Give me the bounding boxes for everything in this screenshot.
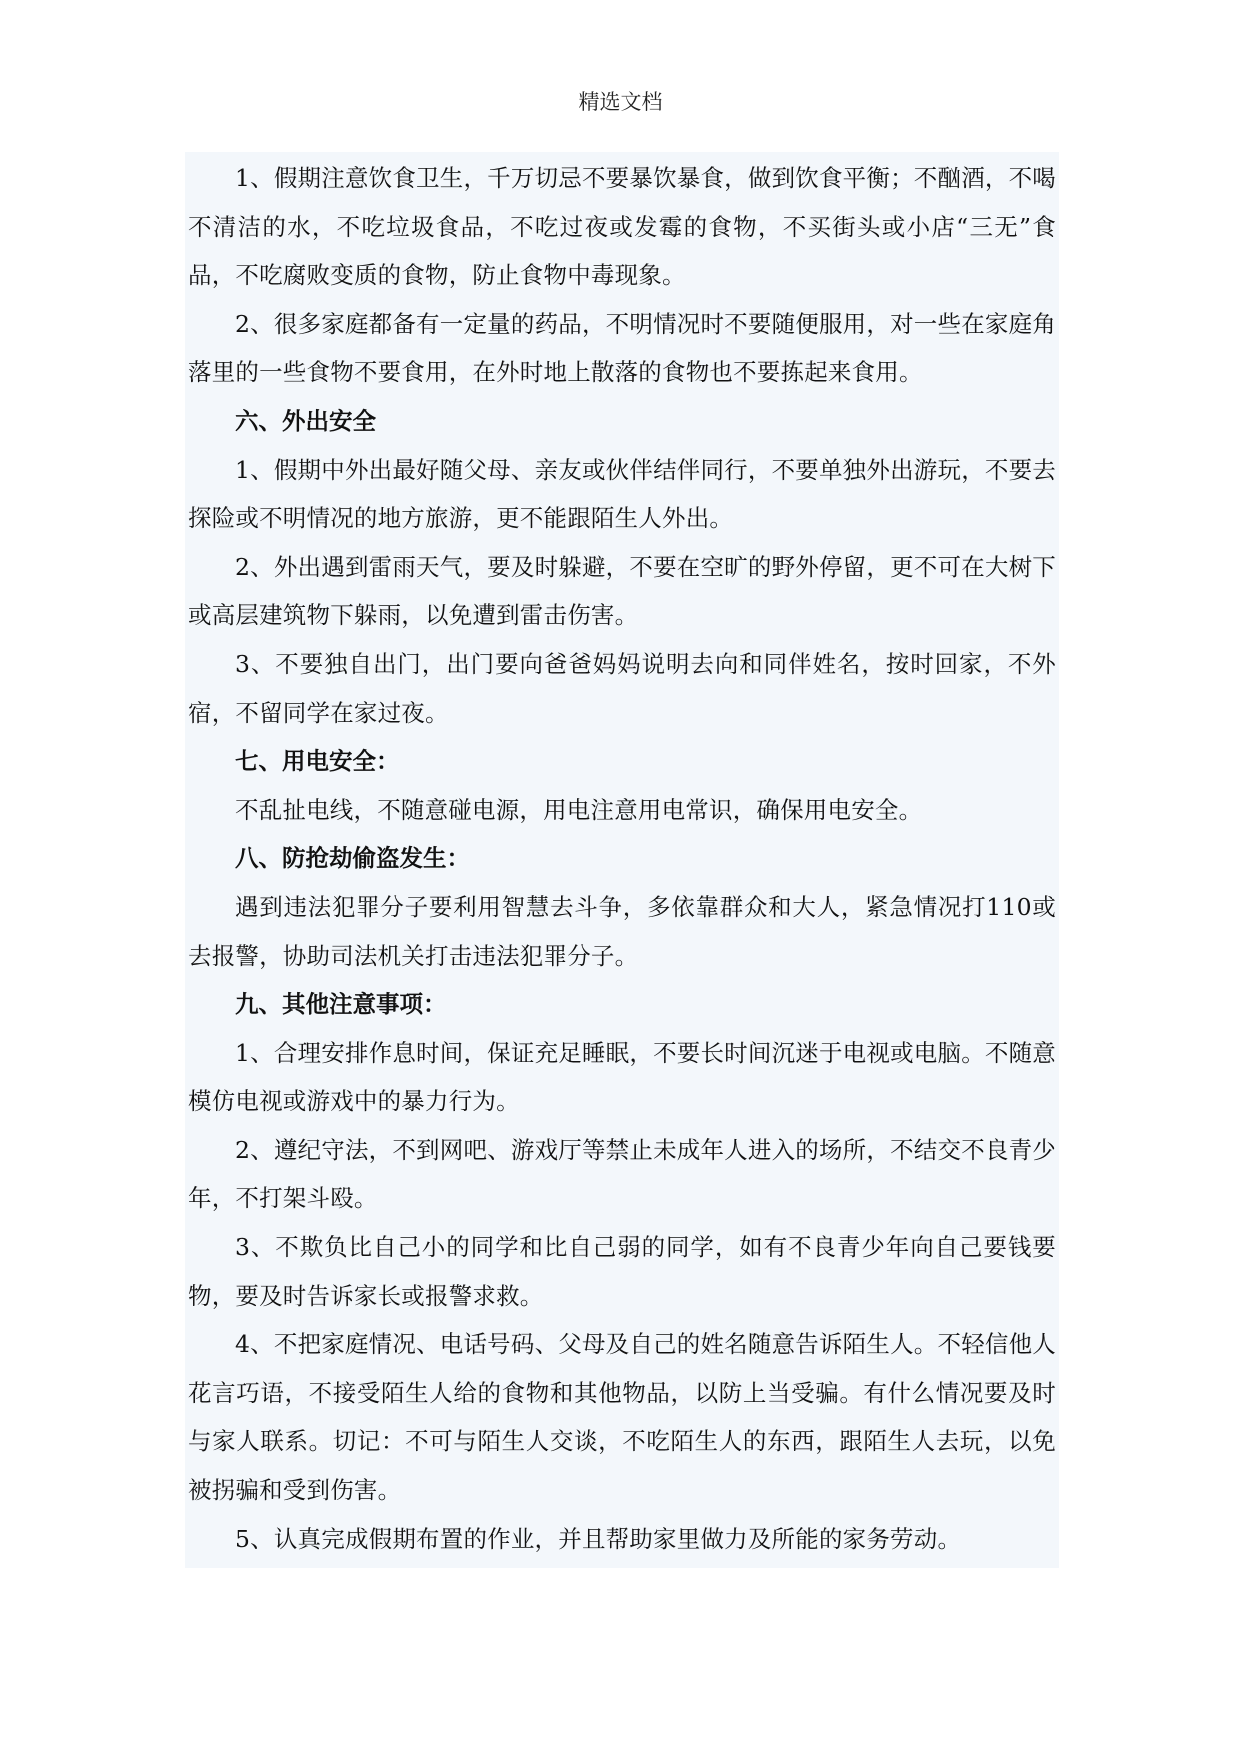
- section-heading-robbery: 八、防抢劫偷盗发生：: [235, 844, 470, 873]
- section-heading-outing: 六、外出安全: [235, 406, 376, 435]
- section-heading-other: 九、其他注意事项：: [235, 990, 447, 1019]
- paragraph-electricity: 不乱扯电线，不随意碰电源，用电注意用电常识，确保用电安全。: [235, 795, 923, 824]
- page-header: 精选文档: [578, 90, 663, 114]
- paragraph-other-3: 3、不欺负比自己小的同学和比自己弱的同学，如有不良青少年向自己要钱要物，要及时告诉家长或报警求救。: [188, 1233, 1056, 1310]
- document-body: [188, 154, 1056, 1563]
- paragraph-outing-2: 2、外出遇到雷雨天气，要及时躲避，不要在空旷的野外停留，更不可在大树下或高层建筑物下躲雨，以免遭到雷击伤害。: [188, 552, 1056, 630]
- paragraph-other-4: 4、不把家庭情况、电话号码、父母及自己的姓名随意告诉陌生人。不轻信他人花言巧语，不接受陌生人给的食物和其他物品，以防上当受骗。有什么情况要及时与家人联系。切记：不可与陌生人交谈，不吃陌生人的东西，跟陌生人去玩，以免被拐骗和受到伤害。: [188, 1330, 1056, 1505]
- paragraph-other-5: 5、认真完成假期布置的作业，并且帮助家里做力及所能的家务劳动。: [235, 1524, 962, 1553]
- paragraph-diet-1: 1、假期注意饮食卫生，千万切忌不要暴饮暴食，做到饮食平衡；不酗酒，不喝不清洁的水，不吃垃圾食品，不吃过夜或发霉的食物，不买街头或小店“三无”食品，不吃腐败变质的食物，防止食物中毒现象。: [188, 164, 1056, 290]
- paragraph-robbery: 遇到违法犯罪分子要利用智慧去斗争，多依靠群众和大人，紧急情况打110或去报警，协助司法机关打击违法犯罪分子。: [188, 892, 1056, 970]
- paragraph-diet-2: 2、很多家庭都备有一定量的药品，不明情况时不要随便服用，对一些在家庭角落里的一些食物不要食用，在外时地上散落的食物也不要拣起来食用。: [188, 309, 1056, 387]
- paragraph-outing-3: 3、不要独自出门，出门要向爸爸妈妈说明去向和同伴姓名，按时回家，不外宿，不留同学在家过夜。: [188, 649, 1056, 727]
- paragraph-outing-1: 1、假期中外出最好随父母、亲友或伙伴结伴同行，不要单独外出游玩，不要去探险或不明情况的地方旅游，更不能跟陌生人外出。: [188, 455, 1056, 533]
- paragraph-other-1: 1、合理安排作息时间，保证充足睡眠，不要长时间沉迷于电视或电脑。不随意模仿电视或游戏中的暴力行为。: [188, 1038, 1056, 1116]
- paragraph-other-2: 2、遵纪守法，不到网吧、游戏厅等禁止未成年人进入的场所，不结交不良青少年，不打架斗殴。: [188, 1135, 1056, 1213]
- section-heading-electricity: 七、用电安全：: [235, 747, 400, 776]
